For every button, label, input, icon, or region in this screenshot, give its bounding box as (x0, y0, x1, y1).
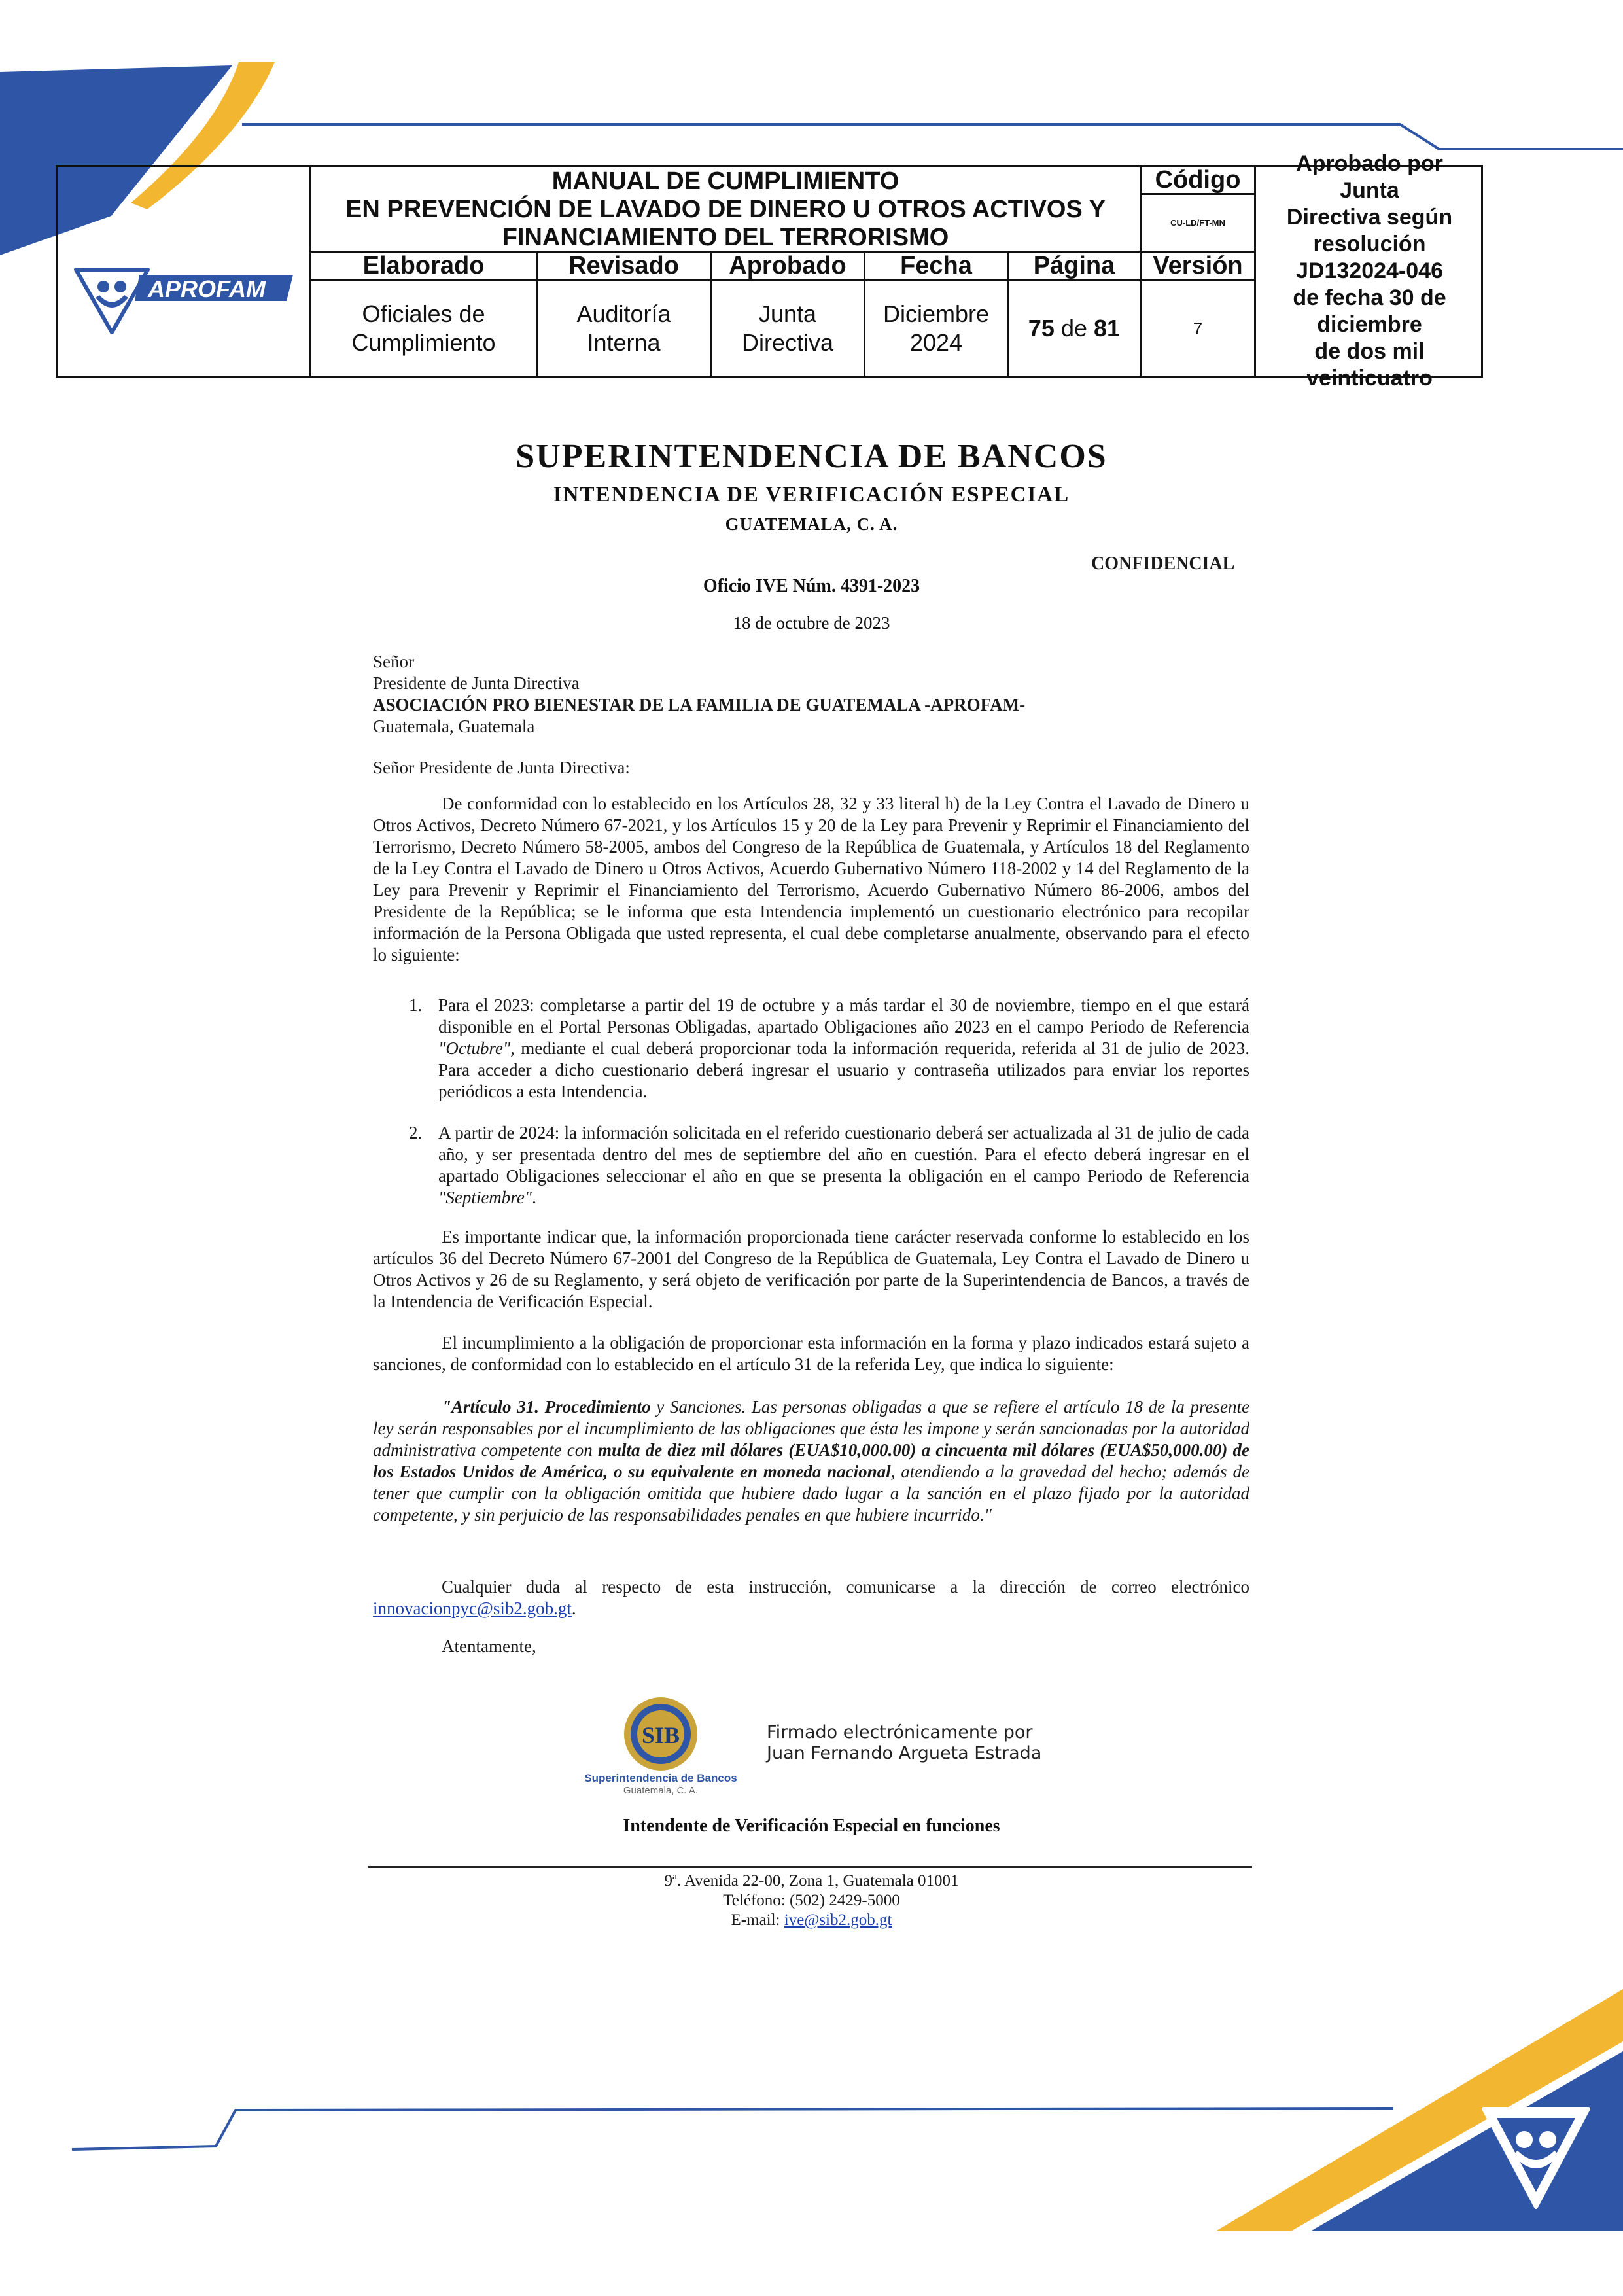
aprobado-value: Junta Directiva (741, 300, 834, 356)
paragraph-4: Cualquier duda al respecto de esta instrucción, comunicarse a la dirección de correo electrónico innovacionpyc@sib2.gob.gt. (373, 1577, 1249, 1618)
confidential-label: CONFIDENCIAL (1091, 554, 1235, 574)
footer-email-link[interactable]: ive@sib2.gob.gt (784, 1911, 892, 1929)
revisado-value: Auditoría Interna (576, 300, 671, 356)
closing: Atentamente, (442, 1636, 536, 1656)
paragraph-1: De conformidad con lo establecido en los Artículos 28, 32 y 33 literal h) de la Ley Contra el Lavado de Dinero u Otros Activos, Decreto Número 67-2021, y los Artículos 15 y 20 de la Ley para Prevenir y Reprimir el Financiamiento del Terrorismo, Decreto Número 58-2005, ambos del Congreso de la República de Guatemala, y Artículos 18 del Reglamento de la Ley Contra el Lavado de Dinero u Otros Activos, Acuerdo Gubernativo Número 118-2002 y 14 del Reglamento de la Ley para Prevenir y Reprimir el Financiamiento del Terrorismo, Acuerdo Gubernativo Número 86-2006, ambos del Presidente de la República; se le informa que esta Intendencia implementó un cuestionario electrónico para recopilar información de la Persona Obligada que usted representa, el cual debe completarse anualmente, observando para el efecto lo siguiente: (373, 794, 1249, 964)
elaborado-value: Oficiales de Cumplimiento (351, 300, 496, 356)
oficio-number: Oficio IVE Núm. 4391-2023 (703, 576, 920, 596)
contact-email-link[interactable]: innovacionpyc@sib2.gob.gt (373, 1598, 572, 1618)
approval-note: Aprobado por Junta Directiva según resolución JD132024-046 de fecha 30 de diciembre de dos mil veinticuatro (1286, 151, 1453, 391)
list-item-2: A partir de 2024: la información solicitada en el referido cuestionario deberá ser actualizada al 31 de julio de cada año, y ser presentada dentro del mes de septiembre del año en cuestión. Para el efecto deberá ingresar en el apartado Obligaciones seleccionar el año en que se presenta la obligación en el campo Periodo de Referencia "Septiembre". (438, 1123, 1249, 1207)
list-item-1: Para el 2023: completarse a partir del 19 de octubre y a más tardar el 30 de noviembre, tiempo en el que estará disponible en el Portal Personas Obligadas, apartado Obligaciones año 2023 en el campo Periodo de Referencia "Octubre", mediante el cual deberá proporcionar toda la información requerida, referida al 31 de julio de 2023. Para acceder a dicho cuestionario deberá ingresar el usuario y contraseña utilizados para enviar los reportes periódicos a esta Intendencia. (438, 995, 1249, 1101)
fecha-value: Diciembre 2024 (882, 300, 990, 356)
paragraph-2: Es importante indicar que, la información proporcionada tiene carácter reservada conforme lo establecido en los artículos 36 del Decreto Número 67-2001 del Congreso de la República de Guatemala, Ley Contra el Lavado de Dinero u Otros Activos y 26 de su Reglamento, y será objeto de verificación por parte de la Superintendencia de Bancos, a través de la Intendencia de Verificación Especial. (373, 1227, 1249, 1311)
paragraph-3: El incumplimiento a la obligación de proporcionar esta información en la forma y plazo indicados estará sujeto a sanciones, de conformidad con lo establecido en el artículo 31 de la referida Ley, que indica lo siguiente: (373, 1333, 1249, 1374)
manual-title (311, 168, 1140, 251)
org-location: GUATEMALA, C. A. (725, 514, 898, 534)
codigo-value: CU-LD/FT-MN (1170, 218, 1225, 228)
org-subtitle: INTENDENCIA DE VERIFICACIÓN ESPECIAL (553, 483, 1070, 506)
footer-email: E-mail: ive@sib2.gob.gt (731, 1911, 892, 1929)
col-version: Versión (1153, 252, 1243, 279)
col-revisado: Revisado (568, 252, 679, 279)
svg-text:SIB: SIB (641, 1722, 680, 1748)
page-number: 75 de 81 (1028, 315, 1121, 342)
col-fecha: Fecha (900, 252, 972, 279)
aprofam-emblem-icon (1477, 2104, 1595, 2212)
footer-address: 9ª. Avenida 22-00, Zona 1, Guatemala 01001 (664, 1872, 959, 1890)
recipient-block: Señor Presidente de Junta Directiva ASOCIACIÓN PRO BIENESTAR DE LA FAMILIA DE GUATEMALA -APROFAM- Guatemala, Guatemala (373, 652, 1026, 736)
list-item-2-number: 2. (409, 1123, 423, 1142)
codigo-label: Código (1155, 166, 1241, 194)
org-title: SUPERINTENDENCIA DE BANCOS (515, 438, 1108, 475)
aprofam-logo (71, 262, 306, 340)
col-elaborado: Elaborado (362, 252, 485, 279)
list-item-1-number: 1. (409, 995, 423, 1015)
title-line-1: MANUAL DE CUMPLIMIENTO (551, 167, 899, 195)
article-31-quote: "Artículo 31. Procedimiento y Sanciones. Las personas obligadas a que se refiere el artículo 18 de la presente ley serán responsables por el incumplimiento de las obligaciones que ésta les impone y serán sancionadas por la autoridad administrativa competente con multa de diez mil dólares (EUA$10,000.00) a cincuenta mil dólares (EUA$50,000.00) de los Estados Unidos de América, o su equivalente en moneda nacional, atendiendo a la gravedad del hecho; además de tener que cumplir con la obligación omitida que hubiere dado lugar a la sanción en el plazo fijado por la autoridad competente, y sin perjuicio de las responsabilidades penales en que hubiere incurrido." (373, 1397, 1250, 1525)
signer-title: Intendente de Verificación Especial en funciones (623, 1816, 1000, 1836)
salutation: Señor Presidente de Junta Directiva: (373, 758, 630, 777)
logo-text: APROFAM (148, 275, 266, 302)
title-line-2: EN PREVENCIÓN DE LAVADO DE DINERO U OTROS ACTIVOS Y (345, 195, 1106, 223)
footer-divider (368, 1866, 1252, 1868)
seal-caption: Superintendencia de Bancos Guatemala, C. A. (584, 1772, 737, 1796)
document-header-table (56, 151, 1483, 391)
col-pagina: Página (1033, 252, 1115, 279)
footer-phone: Teléfono: (502) 2429-5000 (723, 1892, 900, 1909)
col-aprobado: Aprobado (729, 252, 846, 279)
aprofam-logo-icon (71, 262, 306, 337)
sib-seal-icon (621, 1695, 700, 1773)
electronic-signature: Firmado electrónicamente por Juan Fernando Argueta Estrada (767, 1722, 1042, 1763)
letter-date: 18 de octubre de 2023 (733, 613, 890, 633)
title-line-3: FINANCIAMIENTO DEL TERRORISMO (502, 223, 949, 251)
version-value: 7 (1193, 318, 1203, 338)
